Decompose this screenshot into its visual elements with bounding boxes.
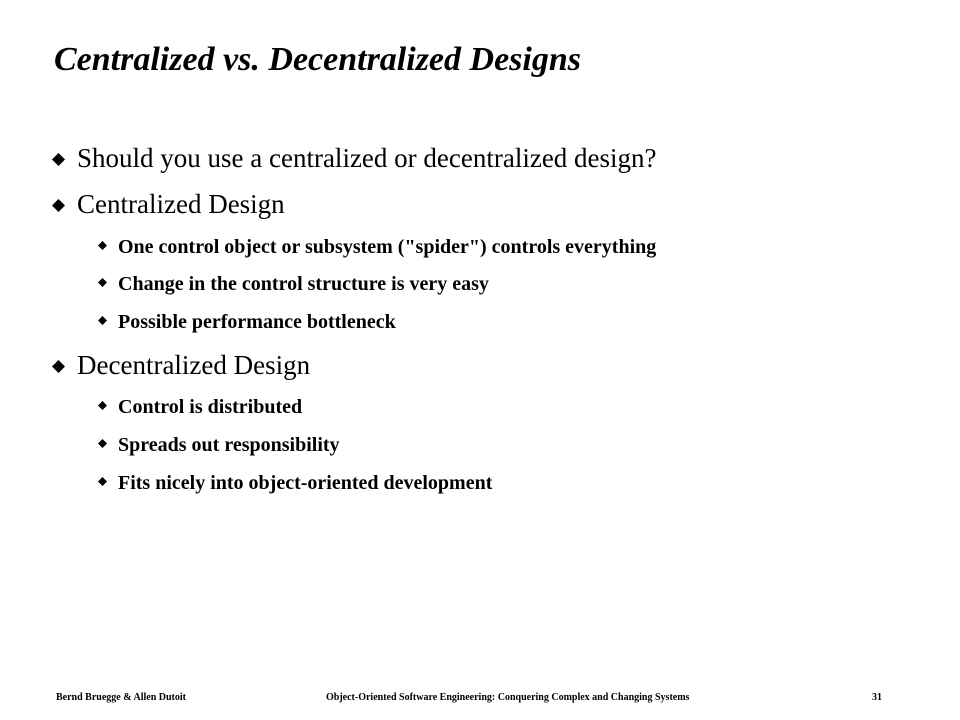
diamond-bullet-icon: [52, 153, 65, 166]
sub-bullet-text: One control object or subsystem ("spider") controls everything: [118, 236, 657, 258]
sub-bullet-item: [98, 272, 489, 296]
footer-book-title: Object-Oriented Software Engineering: Conquering Complex and Changing Systems: [326, 692, 690, 703]
small-diamond-bullet-icon: [98, 316, 107, 325]
sub-bullet-item: [98, 395, 302, 419]
bullet-item: [52, 142, 657, 174]
small-diamond-bullet-icon: [98, 241, 107, 250]
sub-bullet-text: Control is distributed: [118, 396, 303, 418]
sub-bullet-item: [98, 433, 340, 457]
sub-bullet-item: [98, 471, 492, 495]
diamond-bullet-icon: [52, 360, 65, 373]
sub-bullet-text: Fits nicely into object-oriented development: [118, 472, 493, 494]
diamond-bullet-icon: [52, 199, 65, 212]
bullet-item: [52, 349, 310, 381]
footer-authors: Bernd Bruegge & Allen Dutoit: [56, 692, 186, 703]
slide-title: Centralized vs. Decentralized Designs: [54, 41, 581, 78]
bullet-text: Decentralized Design: [77, 350, 311, 380]
sub-bullet-item: [98, 310, 396, 334]
small-diamond-bullet-icon: [98, 401, 107, 410]
small-diamond-bullet-icon: [98, 278, 107, 287]
bullet-item: [52, 188, 285, 220]
sub-bullet-text: Change in the control structure is very easy: [118, 273, 489, 295]
small-diamond-bullet-icon: [98, 439, 107, 448]
bullet-text: Centralized Design: [77, 189, 285, 219]
sub-bullet-text: Spreads out responsibility: [118, 434, 340, 456]
sub-bullet-text: Possible performance bottleneck: [118, 311, 396, 333]
footer-page-number: 31: [872, 692, 882, 703]
bullet-text: Should you use a centralized or decentralized design?: [77, 143, 657, 173]
small-diamond-bullet-icon: [98, 477, 107, 486]
sub-bullet-item: [98, 235, 656, 259]
